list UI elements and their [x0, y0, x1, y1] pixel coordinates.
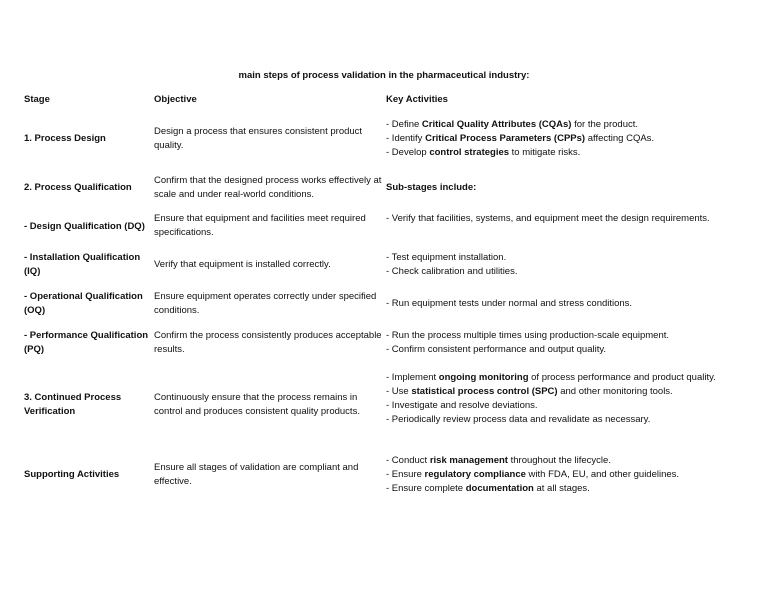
activity-emphasis: Sub-stages include: — [386, 182, 477, 193]
activity-text: - Identify — [386, 133, 426, 144]
activities-cell — [386, 371, 756, 427]
activity-text: - Define — [386, 119, 422, 130]
activity-emphasis: Critical Quality Attributes (CQAs) — [421, 119, 572, 130]
activity-text: - Investigate and resolve deviations. — [386, 400, 538, 411]
activity-line — [386, 371, 756, 385]
activity-line — [386, 343, 756, 357]
objective-cell: Confirm that the designed process works effectively at scale and under real-world conditions. — [154, 175, 382, 200]
activity-line — [386, 297, 756, 311]
objective-cell: Continuously ensure that the process remains in control and produces consistent quality products. — [154, 392, 360, 417]
activity-line — [386, 251, 756, 265]
activity-text: at all stages. — [533, 483, 590, 494]
activity-emphasis: control strategies — [429, 147, 510, 158]
header-objective: Objective — [154, 94, 197, 105]
activity-text: - Conduct — [386, 455, 430, 466]
stage-cell: 3. Continued Process Verification — [24, 392, 122, 417]
activity-text: for the product. — [571, 119, 639, 130]
activities-cell — [386, 297, 756, 311]
activity-text: throughout the lifecycle. — [507, 455, 611, 466]
stage-cell: - Performance Qualification (PQ) — [24, 330, 149, 355]
activity-text: - Implement — [386, 372, 439, 383]
activity-text: with FDA, EU, and other guidelines. — [525, 469, 680, 480]
activity-text: - Run the process multiple times using production-scale equipment. — [386, 330, 670, 341]
stage-cell: - Operational Qualification (OQ) — [24, 291, 143, 316]
activity-line — [386, 385, 756, 399]
document-title: main steps of process validation in the pharmaceutical industry: — [238, 70, 530, 81]
activity-line — [386, 468, 756, 482]
activity-text: of process performance and product quality. — [528, 372, 716, 383]
activities-cell — [386, 251, 756, 279]
activity-text: - Check calibration and utilities. — [386, 266, 518, 277]
objective-cell: Design a process that ensures consistent product quality. — [154, 126, 363, 151]
activity-text: - Periodically review process data and revalidate as necessary. — [386, 414, 651, 425]
stage-cell: - Design Qualification (DQ) — [24, 221, 145, 232]
activity-text: - Verify that facilities, systems, and equipment meet the design requirements. — [386, 213, 710, 224]
activity-emphasis: risk management — [429, 455, 508, 466]
activity-line — [386, 413, 756, 427]
stage-cell: Supporting Activities — [24, 469, 120, 480]
objective-cell: Ensure that equipment and facilities meet required specifications. — [154, 213, 366, 238]
activities-cell — [386, 329, 756, 357]
objective-cell: Ensure all stages of validation are compliant and effective. — [154, 462, 359, 487]
activity-text: - Use — [386, 386, 412, 397]
activity-text: - Develop — [386, 147, 430, 158]
activity-text: and other monitoring tools. — [557, 386, 673, 397]
activity-text: - Ensure — [386, 469, 425, 480]
activity-line — [386, 181, 756, 195]
activity-text: - Confirm consistent performance and output quality. — [386, 344, 607, 355]
activity-emphasis: statistical process control (SPC) — [411, 386, 558, 397]
objective-cell: Confirm the process consistently produces acceptable results. — [154, 330, 382, 355]
activity-line — [386, 118, 756, 132]
activity-line — [386, 454, 756, 468]
activity-text: - Test equipment installation. — [386, 252, 507, 263]
activity-emphasis: regulatory compliance — [424, 469, 526, 480]
activity-text: affecting CQAs. — [585, 133, 655, 144]
activity-line — [386, 482, 756, 496]
activities-cell — [386, 181, 756, 195]
activity-text: - Ensure complete — [386, 483, 466, 494]
activity-line — [386, 146, 756, 160]
activity-text: to mitigate risks. — [509, 147, 581, 158]
activity-emphasis: documentation — [465, 483, 534, 494]
activities-cell — [386, 118, 756, 160]
stage-cell: 2. Process Qualification — [24, 182, 132, 193]
activities-cell — [386, 212, 756, 226]
activity-text: - Run equipment tests under normal and stress conditions. — [386, 298, 633, 309]
activities-cell — [386, 454, 756, 496]
activity-emphasis: Critical Process Parameters (CPPs) — [425, 133, 586, 144]
activity-line — [386, 212, 756, 226]
activity-line — [386, 399, 756, 413]
objective-cell: Verify that equipment is installed correctly. — [154, 259, 331, 270]
activity-line — [386, 132, 756, 146]
stage-cell: - Installation Qualification (IQ) — [24, 252, 141, 277]
header-key-activities: Key Activities — [386, 94, 448, 105]
header-stage: Stage — [24, 94, 50, 105]
activity-line — [386, 329, 756, 343]
activity-line — [386, 265, 756, 279]
activity-emphasis: ongoing monitoring — [438, 372, 529, 383]
stage-cell: 1. Process Design — [24, 133, 106, 144]
objective-cell: Ensure equipment operates correctly under specified conditions. — [154, 291, 377, 316]
